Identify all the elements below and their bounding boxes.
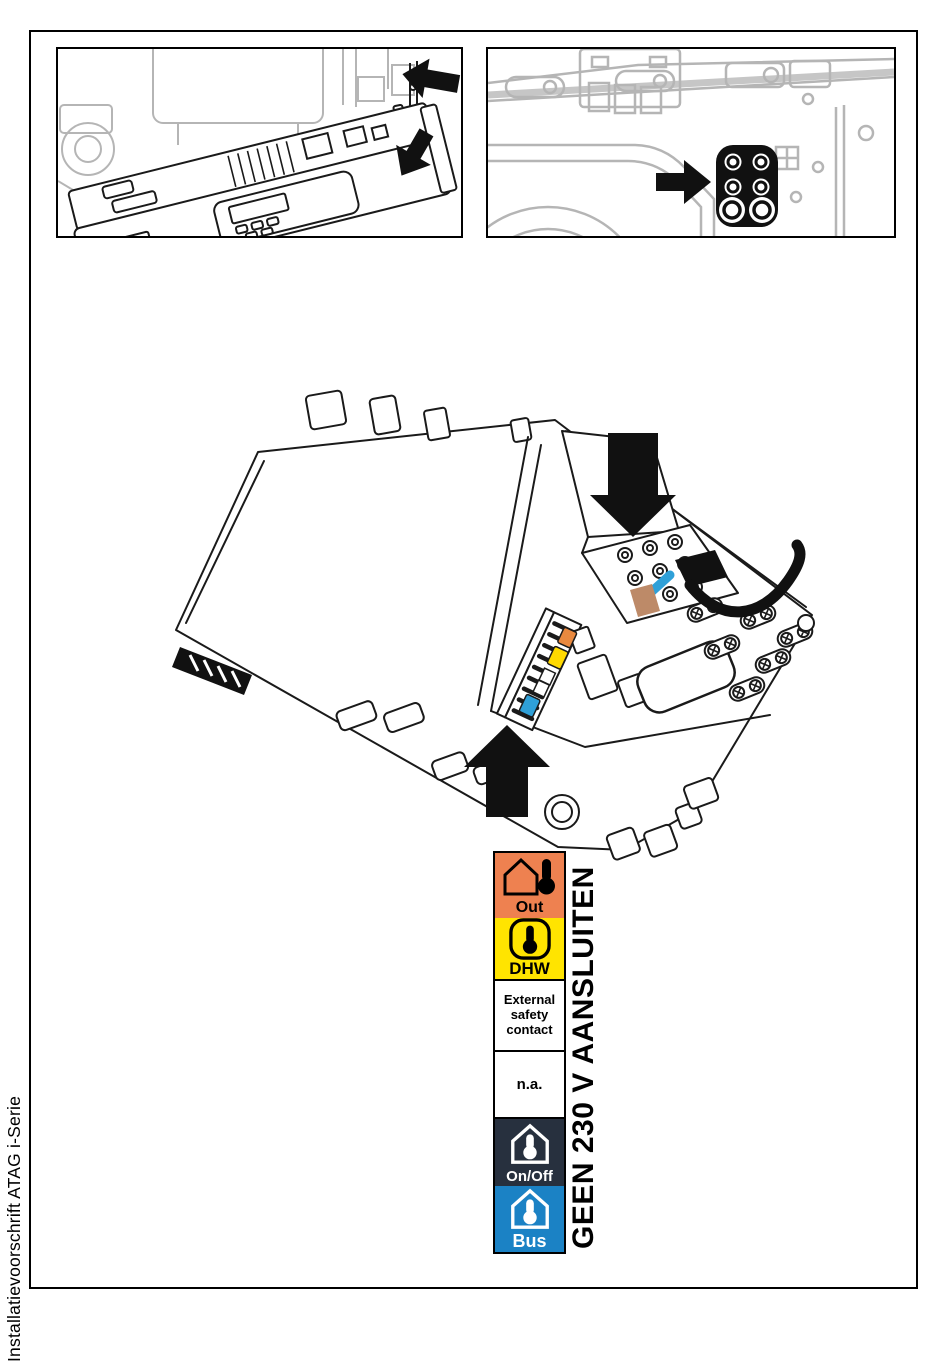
legend-label: Out bbox=[515, 899, 544, 916]
warning-no-230v-text: GEEN 230 V AANSLUITEN bbox=[567, 866, 600, 1249]
boiler-panel-sketch bbox=[58, 49, 461, 236]
legend-label: Bus bbox=[512, 1231, 547, 1251]
legend-label: DHW bbox=[509, 959, 550, 978]
legend-item-external-safety-contact bbox=[495, 979, 564, 1052]
connection-legend bbox=[493, 851, 566, 1254]
figure-open-control-panel bbox=[56, 47, 463, 238]
legend-item-onoff bbox=[495, 1119, 564, 1186]
page-margin-title: Installatievoorschrift ATAG i-Serie bbox=[4, 1095, 24, 1362]
legend-label: n.a. bbox=[516, 1075, 543, 1093]
figure-cable-grommet bbox=[486, 47, 896, 238]
legend-item-out bbox=[495, 853, 564, 918]
arrow-left-icon bbox=[399, 54, 461, 103]
room-thermostat-onoff-icon bbox=[495, 1119, 564, 1169]
legend-item-bus bbox=[495, 1186, 564, 1252]
outdoor-sensor-icon bbox=[495, 853, 564, 900]
control-panel-sketch bbox=[64, 100, 457, 236]
control-unit-sketch bbox=[130, 385, 830, 870]
legend-label: External safety contact bbox=[503, 992, 556, 1037]
boiler-bottom-sketch bbox=[488, 49, 894, 236]
grommet-sketch bbox=[488, 49, 894, 236]
room-thermostat-bus-icon bbox=[495, 1186, 564, 1232]
grommet-icon bbox=[716, 145, 778, 227]
figure-control-unit bbox=[130, 385, 830, 870]
legend-label: On/Off bbox=[506, 1168, 553, 1185]
legend-item-dhw bbox=[495, 918, 564, 979]
right-boss bbox=[798, 615, 814, 631]
dhw-thermometer-icon bbox=[495, 918, 564, 960]
legend-item-na bbox=[495, 1052, 564, 1119]
